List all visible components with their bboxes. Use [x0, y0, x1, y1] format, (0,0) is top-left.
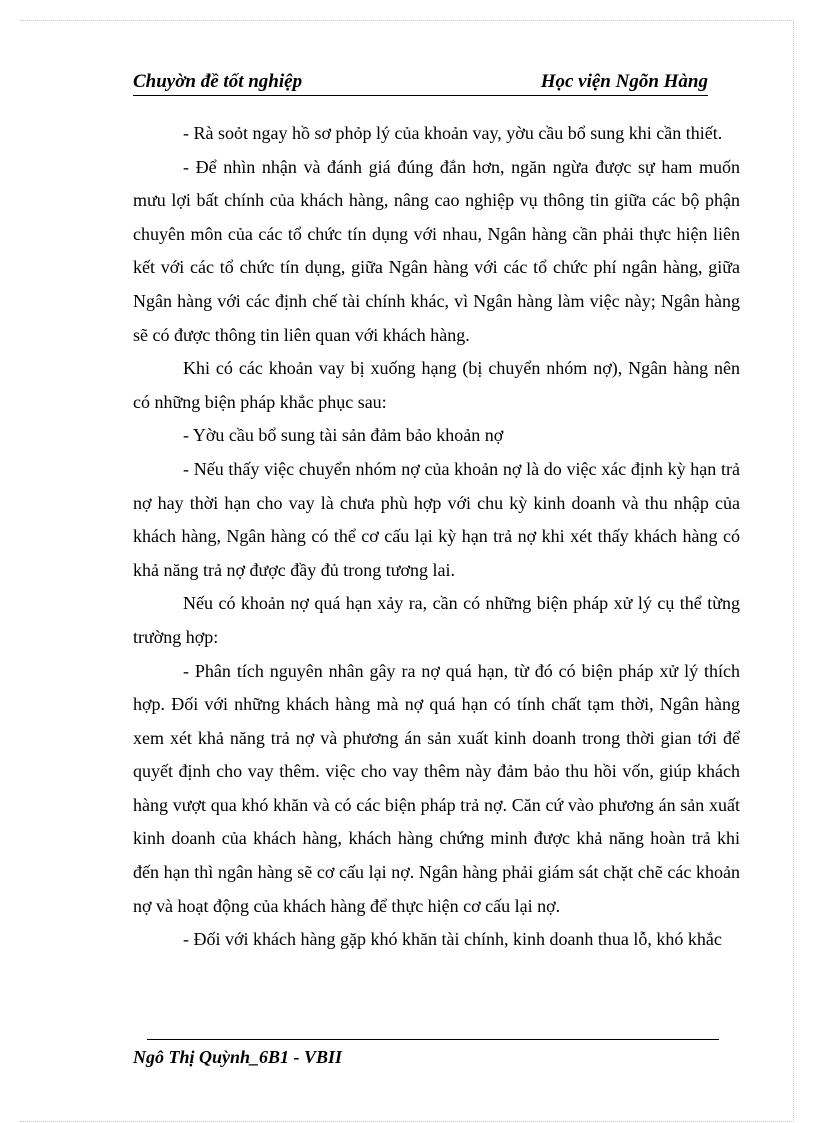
- header-rule: [133, 95, 708, 96]
- header-institution: Học viện Ngõn Hàng: [540, 71, 708, 92]
- footer-rule: [147, 1039, 719, 1040]
- document-body: [133, 117, 740, 957]
- paragraph: - Rà soỏt ngay hồ sơ phỏp lý của khoản vay, yờu cầu bổ sung khi cần thiết.: [183, 123, 723, 143]
- page-footer: [133, 1046, 342, 1068]
- paragraph: - Đối với khách hàng gặp khó khăn tài chính, kinh doanh thua lỗ, khó khắc: [183, 929, 722, 950]
- paragraph: Khi có các khoản vay bị xuống hạng (bị chuyển nhóm nợ), Ngân hàng nên có những biện pháp khắc phục sau:: [133, 358, 740, 412]
- paragraph: - Để nhìn nhận và đánh giá đúng đắn hơn, ngăn ngừa được sự ham muốn mưu lợi bất chính của khách hàng, nâng cao nghiệp vụ thông tin giữa các bộ phận chuyên môn của các tổ chức tín dụng với nhau, Ngân hàng cần phải thực hiện liên kết với các tổ chức tín dụng, giữa Ngân hàng với các tổ chức phí ngân hàng, giữa Ngân hàng với các định chế tài chính khác, vì Ngân hàng làm việc này; Ngân hàng sẽ có được thông tin liên quan với khách hàng.: [133, 156, 740, 345]
- header-document-type: Chuyờn đề tốt nghiệp: [133, 71, 303, 92]
- page-header: [133, 70, 708, 94]
- paragraph: Nếu có khoản nợ quá hạn xảy ra, cần có những biện pháp xử lý cụ thể từng trường hợp:: [133, 593, 740, 647]
- paragraph: - Nếu thấy việc chuyển nhóm nợ của khoản nợ là do việc xác định kỳ hạn trả nợ hay thời hạn cho vay là chưa phù hợp với chu kỳ kinh doanh và thu nhập của khách hàng, Ngân hàng có thể cơ cấu lại kỳ hạn trả nợ khi xét thấy khách hàng có khả năng trả nợ được đầy đủ trong tương lai.: [133, 458, 740, 580]
- paragraph: - Yờu cầu bổ sung tài sản đảm bảo khoản nợ: [183, 425, 504, 446]
- paragraph: - Phân tích nguyên nhân gây ra nợ quá hạn, từ đó có biện pháp xử lý thích hợp. Đối với những khách hàng mà nợ quá hạn có tính chất tạm thời, Ngân hàng xem xét khả năng trả nợ và phương án sản xuất kinh doanh trong thời gian tới để quyết định cho vay thêm. việc cho vay thêm này đảm bảo thu hồi vốn, giúp khách hàng vượt qua khó khăn và có các biện pháp trả nợ. Căn cứ vào phương án sản xuất kinh doanh của khách hàng, khách hàng chứng minh được khả năng hoàn trả khi đến hạn thì ngân hàng sẽ cơ cấu lại nợ. Ngân hàng phải giám sát chặt chẽ các khoản nợ và hoạt động của khách hàng để thực hiện cơ cấu lại nợ.: [133, 660, 740, 916]
- footer-author: Ngô Thị Quỳnh_6B1 - VBII: [133, 1047, 343, 1067]
